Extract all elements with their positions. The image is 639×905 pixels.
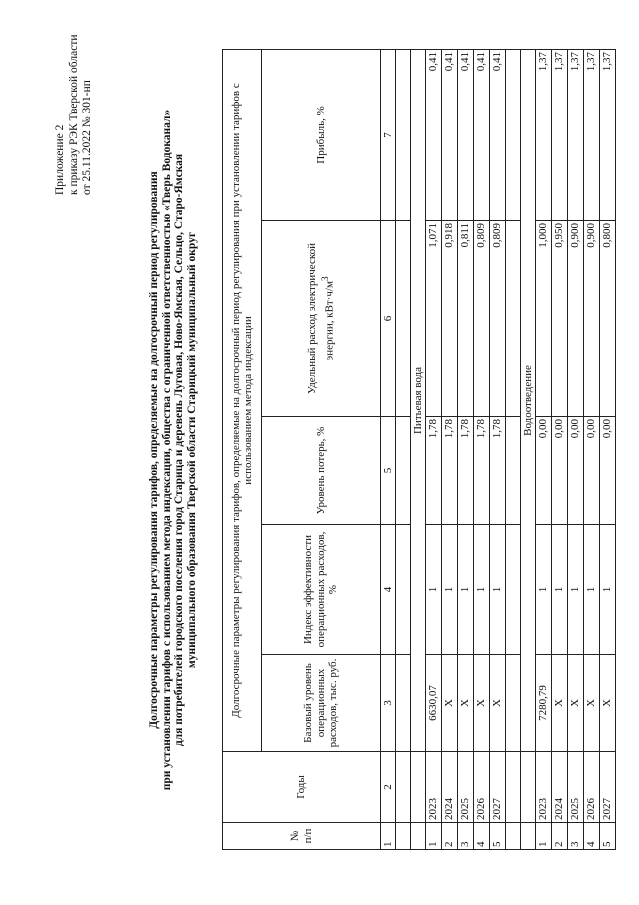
table-row (600, 49, 616, 849)
cell-efficiency: 1 (552, 525, 568, 655)
cell-profit: 1,37 (584, 49, 600, 220)
cell-num: 2 (442, 823, 458, 850)
cell-year: 2023 (426, 752, 442, 823)
title-line-4: муниципального образования Тверской области Старицкий муниципальный округ (185, 231, 198, 669)
col-number: 7 (381, 49, 396, 220)
cell-year: 2026 (474, 752, 490, 823)
cell-base-level: Х (552, 655, 568, 752)
header-energy-text: Удельный расход электрической энергии, кВт·ч/м (306, 242, 336, 395)
column-number-row (381, 49, 396, 849)
cell-efficiency: 1 (584, 525, 600, 655)
cell-year: 2023 (536, 752, 552, 823)
cell-base-level: Х (458, 655, 474, 752)
col-number: 5 (381, 417, 396, 525)
header-base-level: Базовый уровень операционных расходов, тыс. руб. (262, 655, 381, 752)
cell-losses: 0,00 (584, 417, 600, 525)
document-title (148, 50, 198, 850)
table-row (552, 49, 568, 849)
cell-base-level: 6630,07 (426, 655, 442, 752)
cell-num: 5 (490, 823, 506, 850)
cell-num: 3 (458, 823, 474, 850)
cell-efficiency: 1 (426, 525, 442, 655)
table-row (568, 49, 584, 849)
cell-year: 2025 (568, 752, 584, 823)
cell-losses: 0,00 (552, 417, 568, 525)
header-years: Годы (223, 752, 381, 823)
table-row (490, 49, 506, 849)
section-title: Водоотведение (521, 49, 536, 751)
cell-year: 2026 (584, 752, 600, 823)
title-line-3: для потребителей городского поселения город Старица и деревень Луговая, Ново-Ямская, Сельцо, Старо-Ямская (173, 153, 185, 747)
cell-losses: 1,78 (458, 417, 474, 525)
cell-num: 3 (568, 823, 584, 850)
cell-profit: 0,41 (458, 49, 474, 220)
table-row (426, 49, 442, 849)
table-row (442, 49, 458, 849)
col-number: 4 (381, 525, 396, 655)
cell-energy: 1,071 (426, 221, 442, 417)
cell-losses: 1,78 (490, 417, 506, 525)
spacer-row (506, 49, 521, 849)
cell-num: 1 (536, 823, 552, 850)
cell-profit: 0,41 (426, 49, 442, 220)
cell-energy: 1,000 (536, 221, 552, 417)
cell-energy: 0,811 (458, 221, 474, 417)
table-row (536, 49, 552, 849)
cell-base-level: Х (474, 655, 490, 752)
cell-efficiency: 1 (536, 525, 552, 655)
table-row (584, 49, 600, 849)
section-row (521, 49, 536, 849)
table-row (458, 49, 474, 849)
cell-losses: 1,78 (426, 417, 442, 525)
cell-losses: 1,78 (474, 417, 490, 525)
header-num: № п/п (223, 823, 381, 850)
cell-energy: 0,800 (600, 221, 616, 417)
header-losses: Уровень потерь, % (262, 417, 381, 525)
cell-losses: 0,00 (600, 417, 616, 525)
cell-base-level: Х (442, 655, 458, 752)
cell-losses: 0,00 (568, 417, 584, 525)
section-row (411, 49, 426, 849)
cell-base-level: Х (490, 655, 506, 752)
col-number: 1 (381, 823, 396, 850)
cell-num: 2 (552, 823, 568, 850)
cell-year: 2027 (600, 752, 616, 823)
header-efficiency: Индекс эффективности операционных расходов, % (262, 525, 381, 655)
cell-energy: 0,809 (474, 221, 490, 417)
cell-energy: 0,918 (442, 221, 458, 417)
cell-efficiency: 1 (600, 525, 616, 655)
appendix-number: Приложение 2 (54, 124, 66, 195)
cell-profit: 0,41 (490, 49, 506, 220)
cell-year: 2025 (458, 752, 474, 823)
section-title: Питьевая вода (411, 49, 426, 751)
cell-profit: 1,37 (536, 49, 552, 220)
cell-base-level: Х (600, 655, 616, 752)
cell-energy: 0,950 (552, 221, 568, 417)
cell-energy: 0,900 (568, 221, 584, 417)
appendix-note (54, 0, 95, 195)
cell-efficiency: 1 (490, 525, 506, 655)
cell-efficiency: 1 (568, 525, 584, 655)
cell-profit: 0,41 (442, 49, 458, 220)
cell-year: 2024 (552, 752, 568, 823)
cell-efficiency: 1 (458, 525, 474, 655)
title-line-2: при установлении тарифов с использованием метода индексации, общества с ограниченной ответственностью «Тверь Водоканал» (160, 109, 173, 791)
parameters-table (222, 49, 616, 850)
col-number: 3 (381, 655, 396, 752)
cell-losses: 0,00 (536, 417, 552, 525)
header-energy (262, 221, 381, 417)
col-number: 6 (381, 221, 396, 417)
cell-profit: 1,37 (552, 49, 568, 220)
header-profit: Прибыль, % (262, 49, 381, 220)
cell-profit: 1,37 (568, 49, 584, 220)
cell-base-level: Х (568, 655, 584, 752)
cell-num: 1 (426, 823, 442, 850)
cell-efficiency: 1 (442, 525, 458, 655)
cell-profit: 0,41 (474, 49, 490, 220)
appendix-order: к приказу РЭК Тверской области (67, 34, 80, 195)
cell-profit: 1,37 (600, 49, 616, 220)
cell-num: 4 (584, 823, 600, 850)
cell-base-level: Х (584, 655, 600, 752)
cell-base-level: 7280,79 (536, 655, 552, 752)
cell-num: 4 (474, 823, 490, 850)
table-row (474, 49, 490, 849)
cell-losses: 1,78 (442, 417, 458, 525)
appendix-date: от 25.11.2022 № 301-нп (81, 80, 93, 195)
header-group: Долгосрочные параметры регулирования тарифов, определяемые на долгосрочный период регулирования при установлении тарифов с использованием метода индексации (223, 49, 262, 751)
cell-efficiency: 1 (474, 525, 490, 655)
header-energy-sup: 3 (319, 276, 330, 282)
cell-energy: 0,900 (584, 221, 600, 417)
cell-year: 2027 (490, 752, 506, 823)
col-number: 2 (381, 752, 396, 823)
title-line-1: Долгосрочные параметры регулирования тарифов, определяемые на долгосрочный период регулирования (148, 171, 160, 729)
cell-year: 2024 (442, 752, 458, 823)
cell-num: 5 (600, 823, 616, 850)
cell-energy: 0,809 (490, 221, 506, 417)
table-body (381, 49, 616, 849)
spacer-row (396, 49, 411, 849)
